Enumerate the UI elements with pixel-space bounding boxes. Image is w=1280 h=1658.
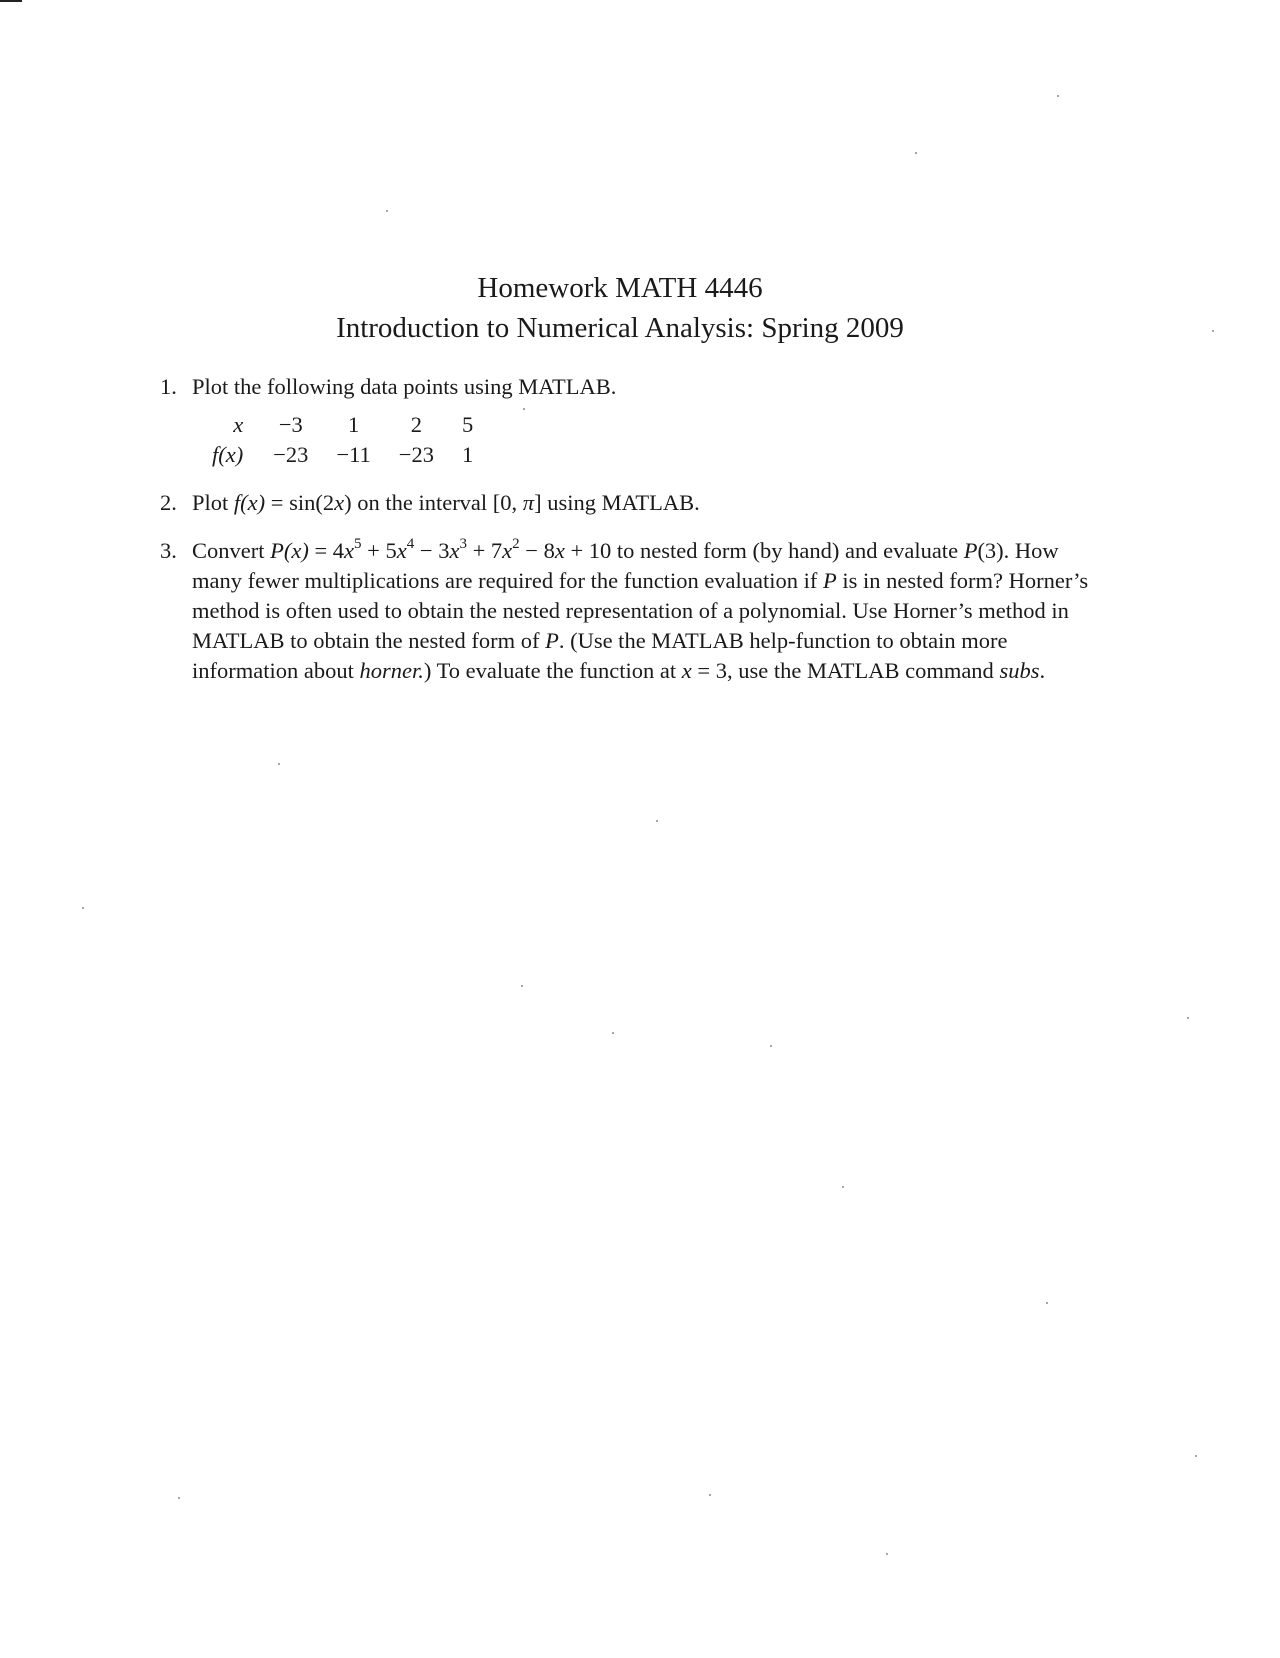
problem-2 bbox=[160, 488, 1100, 518]
text-segment: (3). How many fewer multiplications are required for the function evaluation if bbox=[192, 538, 1059, 593]
exponent: 5 bbox=[354, 535, 362, 552]
title-line-2: Introduction to Numerical Analysis: Spring 2009 bbox=[336, 312, 904, 344]
scan-speck bbox=[1057, 95, 1059, 97]
emphasis-horner: horner. bbox=[359, 658, 424, 683]
math-variable: x bbox=[334, 490, 345, 515]
table-cell: 5 bbox=[462, 412, 474, 437]
scan-speck bbox=[709, 1494, 711, 1496]
emphasis-subs: subs bbox=[999, 658, 1040, 683]
text-segment: + 7 bbox=[466, 538, 503, 563]
problem-1 bbox=[160, 372, 1100, 470]
math-symbol: P bbox=[545, 628, 559, 653]
text-segment: . (Use the MATLAB help-function to obtain more information about bbox=[192, 628, 1008, 683]
table-cell: 2 bbox=[410, 412, 423, 437]
text-segment: = sin(2 bbox=[265, 490, 335, 515]
text-segment: − 8 bbox=[519, 538, 555, 563]
problem-text bbox=[192, 535, 1089, 683]
row-label-fx: f(x) bbox=[212, 442, 244, 467]
text-segment: ] using MATLAB. bbox=[534, 490, 700, 515]
math-symbol: P bbox=[963, 538, 978, 563]
table-cell: −23 bbox=[398, 442, 434, 467]
math-variable: x bbox=[344, 538, 355, 563]
problem-3 bbox=[160, 536, 1100, 686]
scan-speck bbox=[1195, 1455, 1197, 1457]
text-segment: = 4 bbox=[308, 538, 345, 563]
text-segment: ) To evaluate the function at bbox=[423, 658, 682, 683]
text-segment: Convert bbox=[192, 538, 271, 563]
text-segment: + 5 bbox=[361, 538, 397, 563]
math-variable: x bbox=[449, 538, 460, 563]
scan-speck bbox=[770, 1045, 772, 1047]
scan-corner-mark bbox=[0, 0, 22, 2]
math-variable: x bbox=[554, 538, 565, 563]
scan-speck bbox=[886, 1553, 888, 1555]
text-segment: ) on the interval [0, bbox=[344, 490, 523, 515]
table-cell: −23 bbox=[273, 442, 309, 467]
scan-speck bbox=[915, 152, 917, 154]
scan-speck bbox=[521, 985, 523, 987]
scan-speck bbox=[612, 1032, 614, 1034]
text-segment: = 3, use the MATLAB command bbox=[691, 658, 1000, 683]
text-segment: − 3 bbox=[414, 538, 450, 563]
exponent: 3 bbox=[459, 535, 467, 552]
text-segment: Plot bbox=[192, 490, 234, 515]
data-points-table bbox=[212, 410, 487, 470]
table-cell: 1 bbox=[347, 412, 360, 437]
math-variable: x bbox=[396, 538, 407, 563]
problem-number: 3. bbox=[160, 538, 177, 563]
math-function: f(x) bbox=[233, 490, 266, 515]
scan-speck bbox=[656, 820, 658, 822]
scan-speck bbox=[523, 408, 525, 410]
text-segment: . bbox=[1039, 658, 1046, 683]
math-variable: x bbox=[681, 658, 692, 683]
table-cell: −11 bbox=[336, 442, 371, 467]
problem-text: Plot the following data points using MATLAB. bbox=[192, 374, 617, 399]
math-symbol: P bbox=[823, 568, 837, 593]
row-label-x: x bbox=[233, 412, 244, 437]
table-row-x bbox=[212, 410, 487, 440]
exponent: 2 bbox=[512, 535, 520, 552]
scan-speck bbox=[1046, 1302, 1048, 1304]
problem-number: 1. bbox=[160, 374, 177, 399]
scan-speck bbox=[278, 763, 280, 765]
scan-speck bbox=[1187, 1017, 1189, 1019]
table-cell: −3 bbox=[278, 412, 303, 437]
table-cell: 1 bbox=[462, 442, 474, 467]
math-poly-name: P(x) bbox=[270, 538, 309, 563]
exponent: 4 bbox=[406, 535, 415, 552]
problem-text bbox=[192, 490, 700, 515]
table-row-fx bbox=[212, 440, 487, 470]
scan-speck bbox=[82, 907, 84, 909]
text-segment: is in nested form? Horner’s method is often used to obtain the nested representation of a polynomial. Use Horner’s method in MATLAB to obtain the nested form of bbox=[192, 568, 1089, 653]
document-title bbox=[0, 268, 1240, 348]
text-segment: + 10 to nested form (by hand) and evaluate bbox=[564, 538, 964, 563]
scan-speck bbox=[386, 210, 388, 212]
math-pi: π bbox=[522, 490, 535, 515]
problem-number: 2. bbox=[160, 490, 177, 515]
math-variable: x bbox=[502, 538, 513, 563]
scan-speck bbox=[178, 1497, 180, 1499]
title-line-1: Homework MATH 4446 bbox=[477, 272, 763, 304]
scan-speck bbox=[842, 1186, 844, 1188]
scan-speck bbox=[1212, 330, 1214, 332]
problem-list bbox=[160, 372, 1100, 704]
